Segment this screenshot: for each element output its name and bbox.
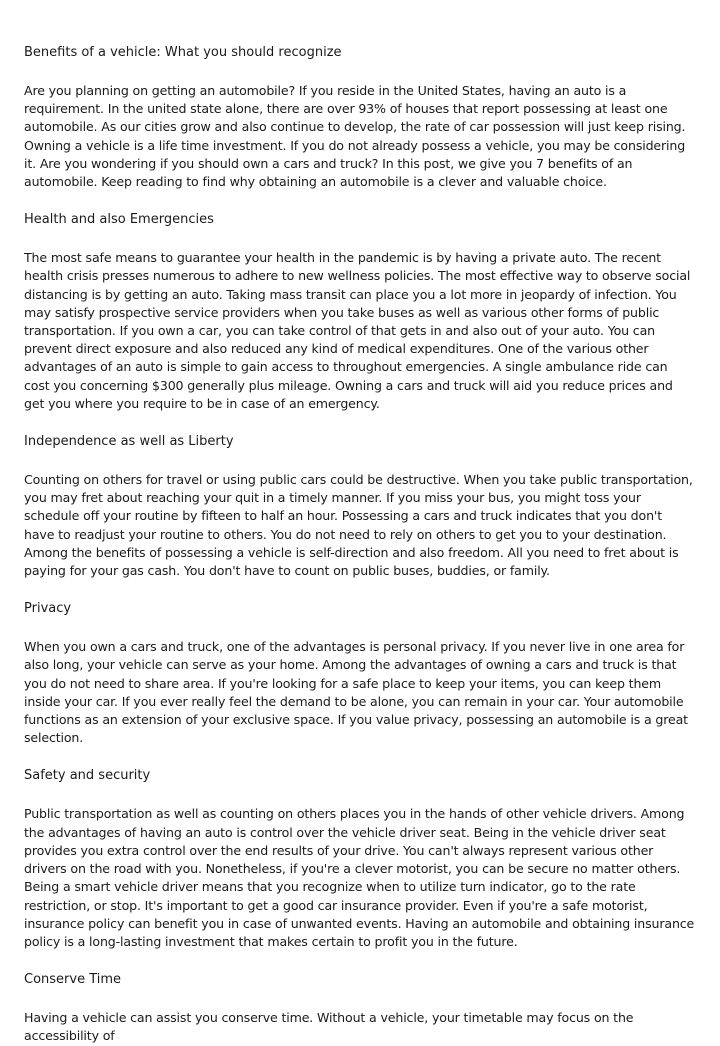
intro-paragraph: Are you planning on getting an automobile? If you reside in the United States, having an auto is a requirement. In the united state alone, there are over 93% of houses that report possessing at least one automobile. As our cities grow and also continue to develop, the rate of car possession will just keep rising. Owning a vehicle is a life time investment. If you do not already possess a vehicle, you may be considering it. Are you wondering if you should own a cars and truck? In this post, we give you 7 benefits of an automobile. Keep reading to find why obtaining an automobile is a clever and valuable choice. <box>24 83 686 190</box>
section-heading-safety: Safety and security <box>24 768 151 784</box>
section-body-safety: Public transportation as well as counting on others places you in the hands of other vehicle drivers. Among the advantages of having an auto is control over the vehicle driver seat. Being in the vehicle driver seat provides you extra control over the end results of your drive. You can't always represent various other drivers on the road with you. Nonetheless, if you're a clever motorist, you can be secure no matter others. Being a smart vehicle driver means that you recognize when to utilize turn indicator, go to the rate restriction, or stop. It's important to get a good car insurance provider. Even if you're a safe motorist, insurance policy can benefit you in case of unwanted events. Having an automobile and obtaining insurance policy is a long-lasting investment that makes certain to profit you in the future. <box>24 806 695 949</box>
document-title: Benefits of a vehicle: What you should recognize <box>24 45 342 60</box>
section-body-health: The most safe means to guarantee your health in the pandemic is by having a private auto. The recent health crisis presses numerous to adhere to new wellness policies. The most effective way to observe social distancing is by getting an auto. Taking mass transit can place you a lot more in jeopardy of infection. You may satisfy prospective service providers when you take buses as well as various other forms of public transportation. If you own a car, you can take control of that gets in and also out of your auto. You can prevent direct exposure and also reduced any kind of medical expenditures. One of the various other advantages of an auto is simple to gain access to throughout emergencies. A single ambulance ride can cost you concerning $300 generally plus mileage. Owning a cars and truck will aid you reduce prices and get you where you require to be in case of an emergency. <box>24 250 691 411</box>
section-heading-independence: Independence as well as Liberty <box>24 434 234 450</box>
section-heading-conserve-time: Conserve Time <box>24 972 122 988</box>
section-heading-health: Health and also Emergencies <box>24 212 214 228</box>
section-body-conserve-time: Having a vehicle can assist you conserve time. Without a vehicle, your timetable may focus on the accessibility of <box>24 1010 634 1044</box>
section-heading-privacy: Privacy <box>24 601 72 617</box>
section-body-privacy: When you own a cars and truck, one of the advantages is personal privacy. If you never live in one area for also long, your vehicle can serve as your home. Among the advantages of owning a cars and truck is that you do not need to share area. If you're looking for a safe place to keep your items, you can keep them inside your car. If you ever really feel the demand to be alone, you can remain in your car. Your automobile functions as an extension of your exclusive space. If you value privacy, possessing an automobile is a great selection. <box>24 639 688 746</box>
section-body-independence: Counting on others for travel or using public cars could be destructive. When you take public transportation, you may fret about reaching your quit in a timely manner. If you miss your bus, you might toss your schedule off your routine by fifteen to half an hour. Possessing a cars and truck indicates that you don't have to readjust your routine to others. You do not need to rely on others to get you to your destination. Among the benefits of possessing a vehicle is self-direction and also freedom. All you need to fret about is paying for your gas cash. You don't have to count on public buses, buddies, or family. <box>24 472 693 579</box>
